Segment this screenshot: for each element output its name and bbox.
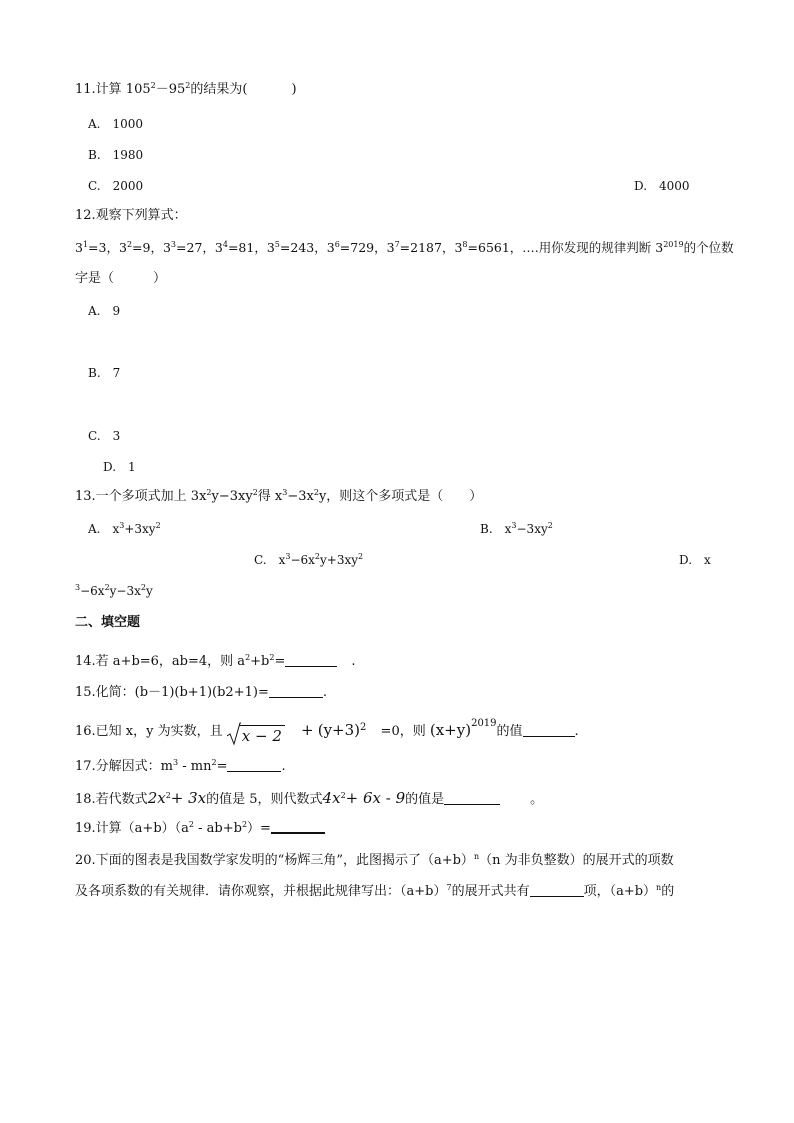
question-12-sequence: $3^1=3$，$3^2=9$，$3^3=27$，$3^4=81$，$3^5=243$，$3^6=729$，$3^7=2187$，$3^8=6561$，….用你发现的规律判断 $3^{2019}$的个位数 [75, 240, 734, 255]
q11-option-a[interactable]: A. 1000 [88, 117, 144, 131]
q13-option-b[interactable]: B. $x^3-3xy^2$ [480, 521, 553, 536]
q13-option-c[interactable]: C. $x^3-6x^2y+3xy^2$ [254, 552, 364, 567]
q11-option-c[interactable]: C. 2000 [88, 179, 144, 193]
question-12-stem: 12.观察下列算式： [75, 208, 187, 223]
question-11-stem: 11.计算 $105^2-95^2$的结果为( ) [75, 81, 297, 97]
q13-option-d-continued: $^3-6x^2y-3x^2y$ [75, 583, 153, 598]
question-13-stem: 13.一个多项式加上 $3x^2y-3xy^2$得 $x^3-3x^2y$，则这个多项式是（ ） [75, 488, 483, 504]
sqrt-expression: x − 2 [227, 725, 285, 748]
q12-option-d[interactable]: D. 1 [103, 460, 136, 474]
section-title-fill-in: 二、填空题 [75, 615, 141, 630]
q12-option-c[interactable]: C. 3 [88, 429, 121, 443]
question-16: 16.已知 x，y 为实数，且 $x - 2 + (y+3)^2 =0$，则 $(x+y)^{2019}$的值 . [75, 720, 579, 748]
question-20-line2: 及各项系数的有关规律．请你观察，并根据此规律写出：$(a+b)^7$的展开式共有 项，$(a+b)^n$的 [75, 883, 675, 899]
question-14: 14.若 a+b=6，ab=4，则 $a^2+b^2=$ . [75, 653, 356, 669]
question-17: 17.分解因式：$m^3 - mn^2=$ . [75, 758, 286, 774]
question-19: 19.计算$(a+b)(a^2 - ab+b^2)=$ [75, 820, 325, 837]
q13-option-a[interactable]: A. $x^3+3xy^2$ [88, 521, 161, 536]
answer-blank[interactable] [269, 685, 323, 698]
answer-blank[interactable] [530, 884, 584, 897]
answer-blank[interactable] [271, 820, 325, 834]
q11-option-d[interactable]: D. 4000 [634, 179, 690, 193]
q12-option-a[interactable]: A. 9 [88, 304, 121, 318]
answer-blank[interactable] [523, 724, 575, 737]
answer-blank[interactable] [444, 792, 500, 805]
question-12-stem-end: 字是（ ） [75, 271, 167, 286]
question-15: 15.化简：(b－1)(b+1)(b2+1)= . [75, 685, 327, 700]
question-20-line1: 20.下面的图表是我国数学家发明的“杨辉三角”，此图揭示了$(a+b)^n(n$ 为非负整数）的展开式的项数 [75, 852, 674, 868]
answer-blank[interactable] [227, 759, 281, 772]
q13-option-d[interactable]: D. x [679, 553, 711, 567]
answer-blank[interactable] [285, 654, 337, 667]
q12-option-b[interactable]: B. 7 [88, 366, 121, 380]
q11-option-b[interactable]: B. 1980 [88, 148, 144, 162]
question-18: 18.若代数式$2x^2+ 3x$的值是 5，则代数式$4x^2+ 6x - 9$的值是 。 [75, 789, 544, 807]
